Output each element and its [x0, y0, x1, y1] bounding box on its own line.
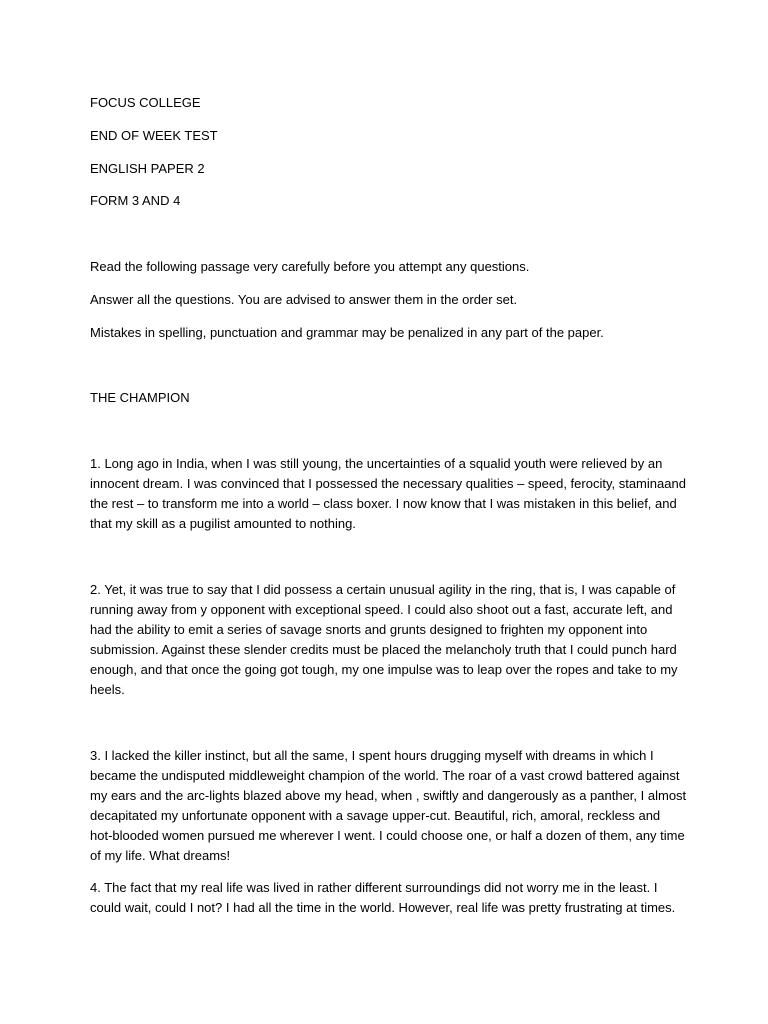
paragraph-line: 2. Yet, it was true to say that I did possess a certain unusual agility in the ring, that is, I was capable of: [90, 582, 676, 597]
paragraph-line: heels.: [90, 682, 125, 697]
paragraph-line: enough, and that once the going got tough, my one impulse was to leap over the ropes and take to my: [90, 662, 678, 677]
paragraph-line: 1. Long ago in India, when I was still young, the uncertainties of a squalid youth were relieved by an: [90, 456, 663, 471]
form-label: FORM 3 AND 4: [90, 193, 181, 208]
paragraph-line: submission. Against these slender credits must be placed the melancholy truth that I could punch hard: [90, 642, 677, 657]
paragraph-line: the rest – to transform me into a world – class boxer. I now know that I was mistaken in this belief, and: [90, 496, 677, 511]
paragraph-line: became the undisputed middleweight champion of the world. The roar of a vast crowd battered against: [90, 768, 680, 783]
paragraph-1: [90, 454, 690, 534]
paragraph-line: that my skill as a pugilist amounted to nothing.: [90, 516, 356, 531]
paragraph-line: of my life. What dreams!: [90, 848, 231, 863]
paragraph-line: my ears and the arc-lights blazed above my head, when , swiftly and dangerously as a panther, I almost: [90, 788, 687, 803]
instruction-read: Read the following passage very carefully before you attempt any questions.: [90, 259, 530, 274]
paper-title: ENGLISH PAPER 2: [90, 161, 205, 176]
instruction-mistakes: Mistakes in spelling, punctuation and grammar may be penalized in any part of the paper.: [90, 325, 604, 340]
paragraph-line: hot-blooded women pursued me wherever I went. I could choose one, or half a dozen of them, any time: [90, 828, 685, 843]
test-title: END OF WEEK TEST: [90, 128, 218, 143]
paragraph-line: running away from y opponent with exceptional speed. I could also shoot out a fast, accurate left, and: [90, 602, 673, 617]
school-name: FOCUS COLLEGE: [90, 95, 201, 110]
paragraph-4: [90, 878, 690, 918]
paragraph-line: 3. I lacked the killer instinct, but all the same, I spent hours drugging myself with dreams in which I: [90, 748, 654, 763]
paragraph-2: [90, 580, 690, 700]
paragraph-line: could wait, could I not? I had all the time in the world. However, real life was pretty frustrating at times.: [90, 900, 676, 915]
paragraph-line: innocent dream. I was convinced that I possessed the necessary qualities – speed, ferocity, staminaand: [90, 476, 686, 491]
passage-title: THE CHAMPION: [90, 390, 190, 405]
instruction-answer: Answer all the questions. You are advised to answer them in the order set.: [90, 292, 518, 307]
paragraph-line: had the ability to emit a series of savage snorts and grunts designed to frighten my opponent into: [90, 622, 648, 637]
paragraph-line: 4. The fact that my real life was lived in rather different surroundings did not worry me in the least. I: [90, 880, 658, 895]
paragraph-3: [90, 746, 690, 866]
paragraph-line: decapitated my unfortunate opponent with a savage upper-cut. Beautiful, rich, amoral, reckless and: [90, 808, 661, 823]
